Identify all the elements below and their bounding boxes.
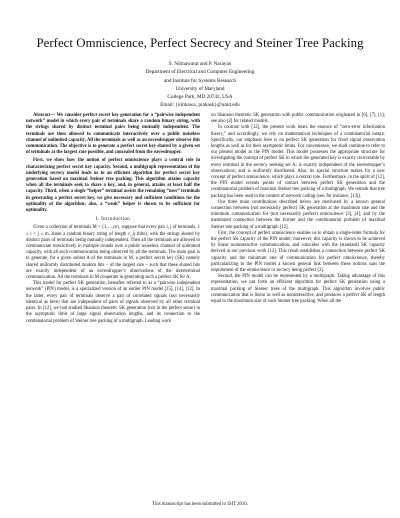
abstract-paragraph: Abstract— We consider perfect secret key generation for a “pairwise independent network” model in which every pair of terminals share a random binary string, with the strings shared by distinct terminal pairs being mutually independent. The terminals are then allowed to communicate interactively over a public noiseless channel of unlimited capacity. All the terminals as well as an eavesdropper observe this communication. The objective is to generate a perfect secret key shared by a given set of terminals at the largest rate possible, and concealed from the eavesdropper. <box>26 113 200 156</box>
body-paragraph: Given a collection of terminals M = {1,…,m}, suppose that every pair i, j of terminals, 1 ≤ i < j ≤ m, share a random binary string of length c_ij (bits), with the strings shared by distinct pairs of terminals being mutually independent. Then all the terminals are allowed to communicate interactively in multiple rounds over a public noiseless channel of unlimited capacity, with all such communication being observed by all the terminals. The main goal is to generate, for a given subset A of the terminals in M, a perfect secret key (SK) namely shared uniformly distributed random bits – of the largest size – such that these shared bits are exactly independent of an eavesdropper’s observations of the interterminal communication. All the terminals in M cooperate in generating such a perfect SK for A. <box>26 225 200 281</box>
affiliation-line: and Institute for Systems Research <box>163 77 237 84</box>
author-names: S. Nitinawarat and P. Narayan <box>168 61 232 67</box>
affiliation-line: College Park, MD 20742, USA <box>167 94 233 101</box>
author-block <box>0 60 400 110</box>
body-paragraph: on Shannon theoretic SK generation with public communication originated in [6], [7], [1]; see also [2] for related models. <box>211 113 385 125</box>
submission-footer: This manuscript has been submitted to ISIT 2010. <box>152 502 248 507</box>
body-paragraph: Second, the PIN model can be represented by a multigraph. Taking advantage of this representation, we put forth an efficient algorithm for perfect SK generation using a maximal packing of Steiner trees of the multigraph. This algorithm involves public communication that is linear as well as noninteractive, and produces a perfect SK of length equal to the maximum size of such Steiner tree packing. When all the <box>211 274 385 305</box>
paper-title: Perfect Omniscience, Perfect Secrecy and Steiner Tree Packing <box>36 36 364 50</box>
body-paragraph: Our three main contributions described below are motivated by a known general connection between (not necessarily perfect) SK generation at the maximum rate and the minimum communication for (not necessarily perfect) omniscience [3], [4], and by the mentioned connection between the former and the combinatorial problem of maximal Steiner tree packing of a multigraph [12]. <box>211 199 385 230</box>
abstract-paragraph: First, we show how the notion of perfect omniscience plays a central role in characterizing perfect secret key capacity. Second, a multigraph representation of the underlying secrecy model leads us to an efficient algorithm for perfect secret key generation based on maximal Steiner tree packing. This algorithm attains capacity when all the terminals seek to share a key, and, in general, attains at least half the capacity. Third, when a single “helper” terminal assists the remaining “user” terminals in generating a perfect secret key, we give necessary and sufficient conditions for the optimality of the algorithm; also, a “weak” helper is shown to be sufficient for optimality. <box>26 158 200 214</box>
body-paragraph: This model for perfect SK generation, hereafter referred to as a “pairwise independent network” (PIN) model, is a specialized version of an earlier PIN model [15], [14], [12]. In the latter, every pair of terminals observe a pair of correlated signals (not necessarily identical as here) that are independent of pairs of signals observed by all other terminal pairs. In [12], we had studied Shannon theoretic SK generation (not in the perfect sense) in the asymptotic limit of large signal observation lengths, and its connection to the combinatorial problem of Steiner tree packing of a multigraph. Leading work <box>26 281 200 324</box>
author-email: Email: {nitinawa, prakash}@umd.edu <box>160 102 240 109</box>
section-heading: I. Introduction <box>95 217 131 223</box>
body-paragraph: In contrast with [12], the present work bears the essence of “zero-error information theory,” and accordingly, we rely on mathematical techniques of a combinatorial nature. Specifically, our emphasis here is on perfect SK generation for fixed signal observation lengths as well as for their asymptotic limits. For convenience, we shall continue to refer to our present model as the PIN model. This model possesses the appropriate structure for investigating the concept of perfect SK in which the generated key is exactly recoverable by every terminal in the secrecy seeking set A; is exactly independent of the eavesdropper’s observations; and is uniformly distributed. Also, its special structure makes for a new concept of perfect omniscience, which plays a central role. Furthermore, in the spirit of [12], the PIN model reveals points of contact between perfect SK generation and the combinatorial problem of maximal Steiner tree packing of a multigraph. We remark that tree packing has been used in the context of network coding (see, for instance, [13]). <box>211 125 385 199</box>
affiliation-line: Department of Electrical and Computer Engineering <box>145 69 255 76</box>
right-column <box>211 113 385 305</box>
body-paragraph: First, the concept of perfect omniscience enables us to obtain a single-letter formula for the perfect SK capacity of the PIN model; moreover, this capacity is shown to be achieved by linear noninteractive communication, and coincides with the (standard) SK capacity derived in our previous work [12]. This result establishes a connection between perfect SK capacity and the minimum rate of communication for perfect omniscience, thereby particularizing to the PIN model a known general link between these notions sans the requirement of the omniscience or secrecy being perfect [3]. <box>211 230 385 274</box>
left-column <box>26 113 200 325</box>
affiliation-line: University of Maryland <box>175 85 225 92</box>
